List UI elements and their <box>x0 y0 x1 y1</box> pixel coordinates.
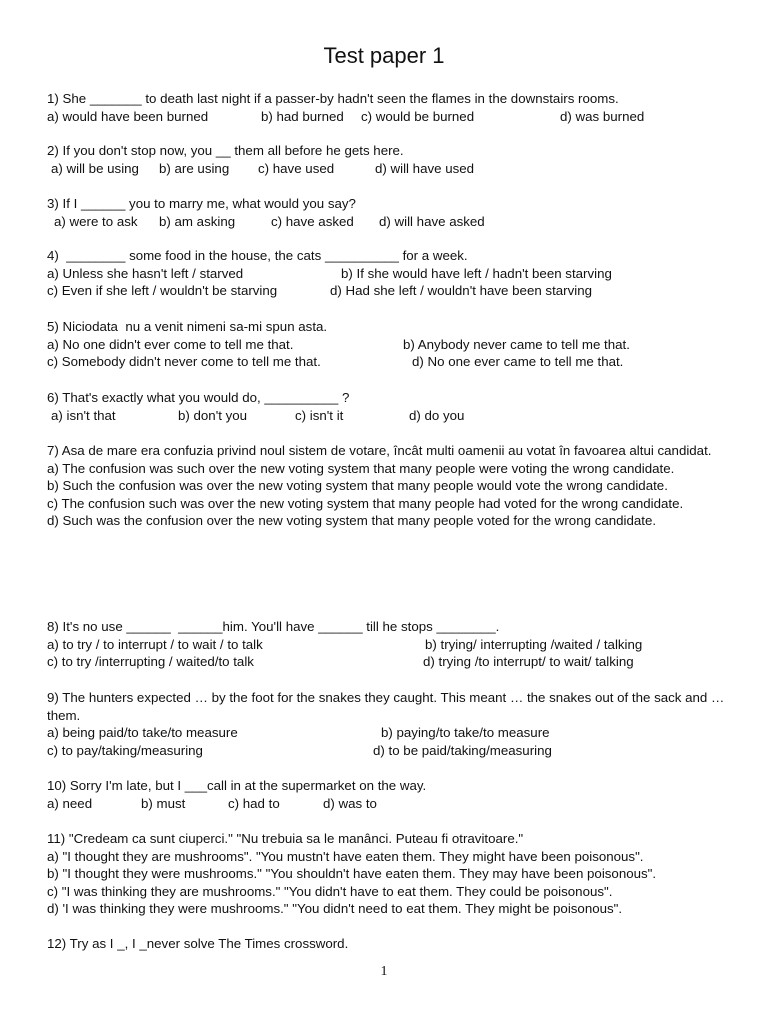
option-c: c) would be burned <box>361 108 475 124</box>
options-row <box>47 265 727 283</box>
question-stem: 12) Try as I _, I _never solve The Times crossword. <box>47 936 349 951</box>
option-c: c) have used <box>258 160 335 176</box>
option-a: a) isn't that <box>51 407 116 423</box>
option-d: d) Such was the confusion over the new voting system that many people voted for the wrong candidate. <box>47 513 657 529</box>
page-title: Test paper 1 <box>323 43 445 68</box>
question-stem: 9) The hunters expected … by the foot for the snakes they caught. This meant … the snakes out of the sack and … them. <box>47 690 725 723</box>
option-a: a) would have been burned <box>47 108 209 124</box>
option-c: c) to try /interrupting / waited/to talk <box>47 654 254 670</box>
option-b: b) am asking <box>159 213 236 229</box>
option-b: b) If she would have left / hadn't been starving <box>341 265 612 281</box>
option-c: c) to pay/taking/measuring <box>47 742 203 758</box>
option-a: a) No one didn't ever come to tell me that. <box>47 336 294 352</box>
option-a: a) Unless she hasn't left / starved <box>47 265 244 281</box>
question-4 <box>47 247 727 300</box>
option-d: d) 'I was thinking they were mushrooms." "You didn't need to eat them. They might be poisonous". <box>47 901 623 917</box>
question-stem: 5) Niciodata nu a venit nimeni sa-mi spun asta. <box>47 319 328 334</box>
question-3 <box>47 195 727 230</box>
question-5 <box>47 318 727 371</box>
options-row <box>47 724 727 742</box>
question-11 <box>47 830 727 918</box>
option-a: a) need <box>47 795 93 811</box>
option-c: c) The confusion such was over the new voting system that many people had voted for the wrong candidate. <box>47 495 684 511</box>
option-d: d) Had she left / wouldn't have been starving <box>330 283 592 299</box>
question-12 <box>47 935 727 953</box>
question-8 <box>47 618 727 671</box>
option-d: d) to be paid/taking/measuring <box>373 742 552 758</box>
question-stem: 11) "Credeam ca sunt ciuperci." "Nu trebuia sa le manânci. Puteau fi otravitoare." <box>47 831 524 846</box>
question-stem: 2) If you don't stop now, you __ them all before he gets here. <box>47 143 404 158</box>
option-b: b) Anybody never came to tell me that. <box>403 336 630 352</box>
option-a: a) The confusion was such over the new voting system that many people were voting the wrong candidate. <box>47 460 675 476</box>
options-row <box>47 108 727 126</box>
question-6 <box>47 389 727 424</box>
question-stem: 1) She _______ to death last night if a passer-by hadn't seen the flames in the downstairs rooms. <box>47 91 619 106</box>
option-d: d) will have used <box>375 160 475 176</box>
question-2 <box>47 142 727 177</box>
option-d: d) was to <box>323 795 377 811</box>
option-d: d) do you <box>409 407 465 423</box>
option-c: c) had to <box>228 795 280 811</box>
question-stem: 8) It's no use ______ ______him. You'll have ______ till he stops ________. <box>47 619 500 634</box>
option-b: b) must <box>141 795 186 811</box>
question-stem: 6) That's exactly what you would do, __________ ? <box>47 390 350 405</box>
option-c: c) "I was thinking they are mushrooms." "You didn't have to eat them. They could be poisonous". <box>47 883 613 899</box>
options-row <box>47 653 727 671</box>
page-number: 1 <box>380 964 388 979</box>
question-1 <box>47 90 727 125</box>
options-row <box>47 353 727 371</box>
option-a: a) to try / to interrupt / to wait / to talk <box>47 636 263 652</box>
options-row <box>47 213 727 231</box>
question-7 <box>47 442 727 530</box>
option-c: c) have asked <box>271 213 354 229</box>
question-9 <box>47 689 727 759</box>
question-stem: 7) Asa de mare era confuzia privind noul sistem de votare, încât multi oamenii au votat în favoarea altui candidat. <box>47 443 712 458</box>
option-a: a) were to ask <box>54 213 138 229</box>
option-b: b) "I thought they were mushrooms." "You shouldn't have eaten them. They may have been poisonous". <box>47 866 657 882</box>
options-row <box>47 407 727 425</box>
option-a: a) "I thought they are mushrooms". "You mustn't have eaten them. They might have been poisonous". <box>47 848 644 864</box>
option-a: a) will be using <box>51 160 139 176</box>
option-d: d) will have asked <box>379 213 485 229</box>
option-b: b) trying/ interrupting /waited / talking <box>425 636 643 652</box>
option-d: d) was burned <box>560 108 645 124</box>
question-10 <box>47 777 727 812</box>
option-b: b) paying/to take/to measure <box>381 725 550 741</box>
options-row <box>47 282 727 300</box>
option-c: c) Somebody didn't never come to tell me that. <box>47 354 321 370</box>
option-b: b) Such the confusion was over the new voting system that many people would vote the wrong candidate. <box>47 478 668 494</box>
question-stem: 3) If I ______ you to marry me, what would you say? <box>47 196 356 211</box>
option-d: d) trying /to interrupt/ to wait/ talking <box>423 654 634 670</box>
option-b: b) are using <box>159 160 230 176</box>
options-row <box>47 336 727 354</box>
option-b: b) don't you <box>178 407 248 423</box>
option-c: c) Even if she left / wouldn't be starving <box>47 283 278 299</box>
options-row <box>47 742 727 760</box>
question-stem: 10) Sorry I'm late, but I ___call in at the supermarket on the way. <box>47 778 427 793</box>
question-stem: 4) ________ some food in the house, the cats __________ for a week. <box>47 248 468 263</box>
options-row <box>47 160 727 178</box>
options-row <box>47 795 727 813</box>
option-d: d) No one ever came to tell me that. <box>412 354 624 370</box>
option-b: b) had burned <box>261 108 344 124</box>
option-a: a) being paid/to take/to measure <box>47 725 238 741</box>
options-row <box>47 636 727 654</box>
option-c: c) isn't it <box>295 407 344 423</box>
